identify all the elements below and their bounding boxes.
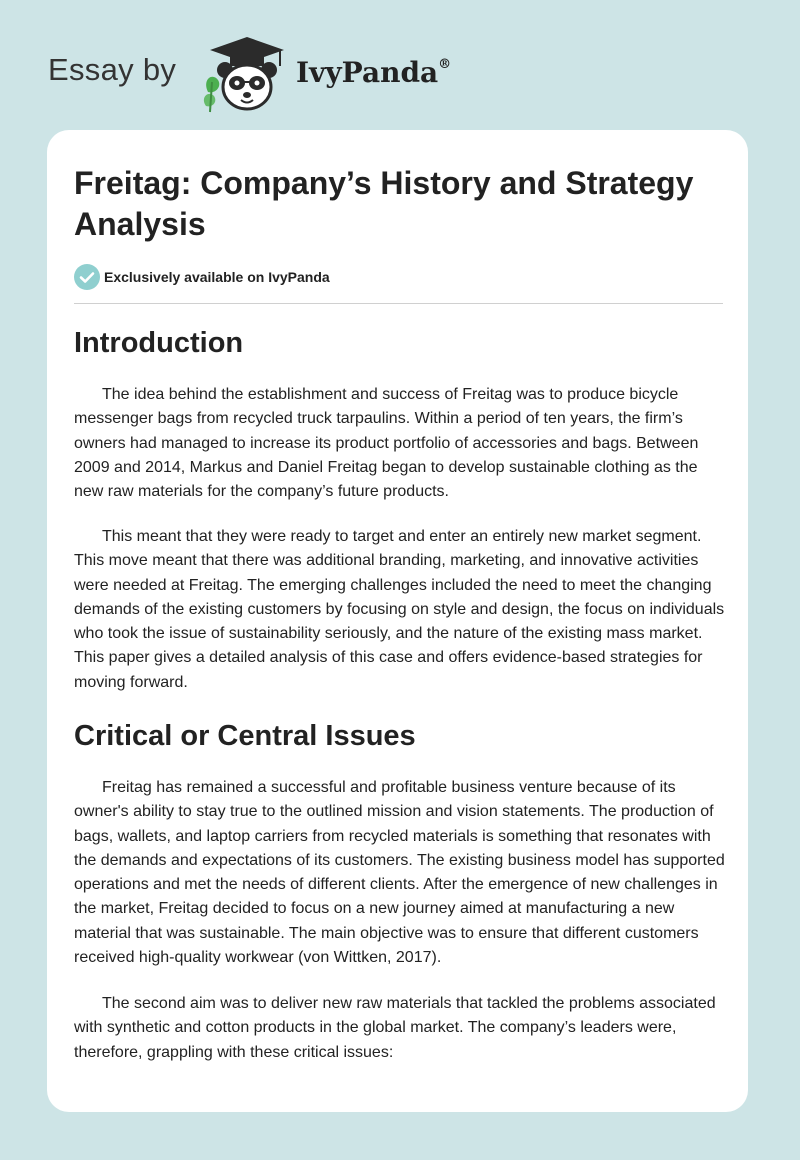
registered-mark: ® bbox=[438, 56, 452, 72]
title-divider bbox=[74, 303, 723, 304]
essay-title: Freitag: Company’s History and Strategy Analysis bbox=[74, 165, 694, 242]
section-heading: Critical or Central Issues bbox=[74, 720, 416, 752]
essay-by-label: Essay by bbox=[48, 52, 177, 87]
paragraph: The second aim was to deliver new raw materials that tackled the problems associated with synthetic and cotton products in the global market. The company’s leaders were, therefore, grappling with these critical issues: bbox=[74, 995, 716, 1061]
paragraph: Freitag has remained a successful and profitable business venture because of its owner's ability to stay true to the outlined mission and vision statements. The production of bags, wallets, and laptop carriers from recycled materials is something that resonates with the demands and expectations of its customers. The existing business model has supported operations and met the needs of different clients. After the emergence of new challenges in the market, Freitag decided to focus on a new journey aimed at manufacturing a new material that was sustainable. The main objective was to ensure that different customers received high-quality workwear (von Wittken, 2017). bbox=[74, 779, 725, 967]
site-header bbox=[48, 34, 548, 114]
panda-logo-icon[interactable] bbox=[200, 34, 290, 114]
check-circle-icon bbox=[74, 264, 100, 290]
section-heading: Introduction bbox=[74, 327, 244, 359]
brand-name[interactable]: IvyPanda® bbox=[296, 56, 452, 89]
paragraph: The idea behind the establishment and success of Freitag was to produce bicycle messenger bags from recycled truck tarpaulins. Within a period of ten years, the firm’s owners had managed to increase its product portfolio of accessories and bags. Between 2009 and 2014, Markus and Daniel Freitag began to develop sustainable clothing as the new raw materials for the company’s future products. bbox=[74, 386, 699, 501]
paragraph: This meant that they were ready to target and enter an entirely new market segment. This move meant that there was additional branding, marketing, and innovative activities were needed at Freitag. The emerging challenges included the need to meet the changing demands of the existing customers by focusing on style and design, the focus on individuals who took the issue of sustainability seriously, and the nature of the existing mass market. This paper gives a detailed analysis of this case and offers evidence-based strategies for moving forward. bbox=[74, 528, 725, 691]
exclusive-label: Exclusively available on IvyPanda bbox=[104, 269, 330, 285]
essay-card bbox=[47, 130, 748, 1112]
